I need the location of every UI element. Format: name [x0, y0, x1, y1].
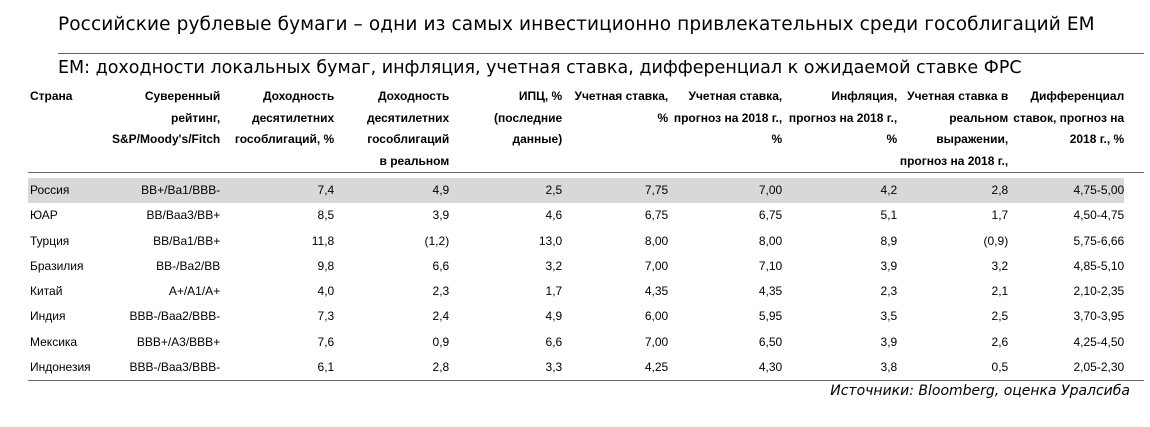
value-cell: 6,75: [758, 208, 783, 223]
column-header-line: в реальном: [379, 153, 450, 168]
column-header: [668, 84, 782, 172]
value-cell: 4,50-4,75: [1073, 208, 1125, 223]
value-cell: 3,9: [880, 334, 898, 349]
value-cell: 4,35: [644, 284, 669, 299]
table-row: [28, 330, 1124, 355]
column-header-line: выражении,: [936, 132, 1009, 146]
column-header-line: прогноз на 2018 г.,: [673, 110, 783, 125]
column-header-line: 2018 г., %: [1069, 132, 1125, 146]
value-cell: 4,35: [758, 284, 783, 299]
country-cell: Китай: [30, 284, 63, 299]
value-cell: 4,25-4,50: [1073, 334, 1125, 349]
column-header-line: прогноз на 2018 г.,: [899, 153, 1009, 168]
value-cell: BB+/Ba1/BBB-: [112, 178, 220, 203]
value-cell: 3,3: [545, 360, 563, 375]
column-header-line: Учетная ставка,: [574, 89, 669, 103]
value-cell: BBB-/Baa2/BBB-: [129, 309, 221, 324]
country-cell: ЮАР: [30, 208, 58, 223]
column-header: [562, 84, 668, 172]
value-cell: 7,00: [668, 178, 782, 203]
column-header-line: Учетная ставка в: [907, 89, 1009, 103]
column-header-line: Инфляция,: [831, 89, 898, 103]
value-cell: 6,6: [545, 334, 563, 349]
value-cell: 2,8: [432, 360, 450, 375]
value-cell: 2,3: [432, 284, 450, 299]
value-cell: 8,5: [317, 208, 335, 223]
column-header: [334, 84, 449, 172]
country-cell: Индонезия: [30, 360, 91, 375]
value-cell: 11,8: [311, 233, 335, 248]
value-cell: 7,75: [562, 178, 668, 203]
table-row: [28, 203, 1124, 228]
column-header-line: гособлигаций, %: [234, 132, 335, 146]
value-cell: 8,00: [644, 233, 669, 248]
title-divider: [58, 53, 1144, 54]
column-header-line: рейтинг,: [171, 110, 221, 125]
country-cell: Турция: [30, 233, 70, 248]
value-cell: 6,6: [432, 258, 450, 273]
column-header-line: %: [886, 132, 898, 146]
value-cell: 4,6: [545, 208, 563, 223]
value-cell: 4,9: [545, 309, 563, 324]
column-header-line: Доходность: [377, 89, 450, 103]
table-row: [28, 229, 1124, 254]
value-cell: BB-/Ba2/BB: [156, 258, 221, 273]
value-cell: 3,2: [991, 258, 1009, 273]
value-cell: BB/Ba1/BB+: [153, 233, 221, 248]
value-cell: 1,7: [991, 208, 1009, 223]
column-header-line: гособлигаций: [367, 132, 450, 146]
value-cell: 4,85-5,10: [1073, 258, 1125, 273]
page-title: Российские рублевые бумаги – одни из самых инвестиционно привлекательных среди гособлигаций ЕМ: [58, 14, 1095, 35]
column-header-line: %: [657, 110, 669, 125]
column-header-line: Дифференциал: [1030, 89, 1125, 103]
value-cell: BBB+/A3/BBB+: [136, 334, 221, 349]
value-cell: 6,75: [644, 208, 669, 223]
value-cell: 4,75-5,00: [1008, 178, 1124, 203]
column-header-line: десятилетних: [251, 110, 335, 125]
table-row: [28, 178, 1124, 203]
value-cell: (1,2): [424, 233, 450, 248]
table-header-row: [28, 84, 1124, 172]
value-cell: 0,9: [432, 334, 450, 349]
value-cell: 13,0: [538, 233, 563, 248]
value-cell: 3,70-3,95: [1073, 309, 1125, 324]
value-cell: 2,8: [897, 178, 1008, 203]
value-cell: 2,3: [880, 284, 898, 299]
column-header-line: десятилетних: [366, 110, 450, 125]
column-header: [112, 84, 220, 172]
source-note: Источники: Bloomberg, оценка Уралсиба: [830, 383, 1130, 399]
value-cell: 2,5: [991, 309, 1009, 324]
country-cell: Россия: [28, 178, 112, 203]
table-body: [28, 178, 1124, 380]
value-cell: 6,1: [317, 360, 335, 375]
column-header: [449, 84, 562, 172]
column-header-line: ставок, прогноз на: [1013, 110, 1125, 125]
value-cell: 0,5: [991, 360, 1009, 375]
value-cell: 5,75-6,66: [1073, 233, 1125, 248]
value-cell: 4,0: [317, 284, 335, 299]
value-cell: 5,95: [758, 309, 783, 324]
value-cell: 7,6: [317, 334, 335, 349]
table-row: [28, 304, 1124, 329]
value-cell: A+/A1/A+: [168, 284, 221, 299]
column-header-line: Страна: [30, 89, 73, 103]
value-cell: 3,8: [880, 360, 898, 375]
value-cell: 3,5: [880, 309, 898, 324]
country-cell: Бразилия: [30, 258, 84, 273]
value-cell: 7,4: [220, 178, 334, 203]
value-cell: 6,00: [644, 309, 669, 324]
table-row: [28, 355, 1124, 380]
column-header-line: реальном: [949, 110, 1009, 125]
value-cell: 1,7: [545, 284, 563, 299]
value-cell: 8,9: [880, 233, 898, 248]
value-cell: 3,9: [880, 258, 898, 273]
column-header: [220, 84, 334, 172]
column-header-line: данные): [512, 132, 563, 146]
value-cell: 2,05-2,30: [1073, 360, 1125, 375]
column-header-line: Доходность: [262, 89, 335, 103]
column-header-line: %: [771, 132, 783, 146]
value-cell: 8,00: [758, 233, 783, 248]
value-cell: 5,1: [880, 208, 898, 223]
value-cell: 2,6: [991, 334, 1009, 349]
column-header: [28, 84, 112, 172]
value-cell: BB/Baa3/BB+: [146, 208, 221, 223]
value-cell: 7,00: [644, 334, 669, 349]
value-cell: 2,4: [432, 309, 450, 324]
column-header-line: прогноз на 2018 г.,: [788, 110, 898, 125]
table-header-divider: [28, 172, 1144, 173]
table-row: [28, 254, 1124, 279]
table-bottom-divider: [28, 380, 1144, 381]
table-row: [28, 279, 1124, 304]
column-header-line: S&P/Moody's/Fitch: [112, 132, 221, 146]
bond-table: [28, 84, 1124, 380]
value-cell: (0,9): [983, 233, 1009, 248]
country-cell: Мексика: [30, 334, 78, 349]
value-cell: 7,3: [317, 309, 335, 324]
value-cell: 4,9: [334, 178, 449, 203]
value-cell: 9,8: [317, 258, 335, 273]
value-cell: 3,9: [432, 208, 450, 223]
value-cell: 7,10: [758, 258, 783, 273]
column-header-line: ИПЦ, %: [518, 89, 563, 103]
value-cell: 6,50: [758, 334, 783, 349]
value-cell: 2,10-2,35: [1073, 284, 1125, 299]
value-cell: 2,1: [991, 284, 1009, 299]
column-header-line: (последние: [494, 110, 563, 125]
value-cell: 4,2: [782, 178, 897, 203]
value-cell: 4,30: [758, 360, 783, 375]
value-cell: 4,25: [644, 360, 669, 375]
column-header: [897, 84, 1008, 172]
value-cell: 2,5: [449, 178, 562, 203]
country-cell: Индия: [30, 309, 66, 324]
column-header: [1008, 84, 1124, 172]
column-header-line: Суверенный: [144, 89, 221, 103]
table-subtitle: ЕМ: доходности локальных бумаг, инфляция, учетная ставка, дифференциал к ожидаемой ставке ФРС: [58, 58, 1022, 78]
value-cell: 3,2: [545, 258, 563, 273]
value-cell: BBB-/Baa3/BBB-: [129, 360, 221, 375]
column-header-line: Учетная ставка,: [688, 89, 783, 103]
value-cell: 7,00: [644, 258, 669, 273]
column-header: [782, 84, 897, 172]
